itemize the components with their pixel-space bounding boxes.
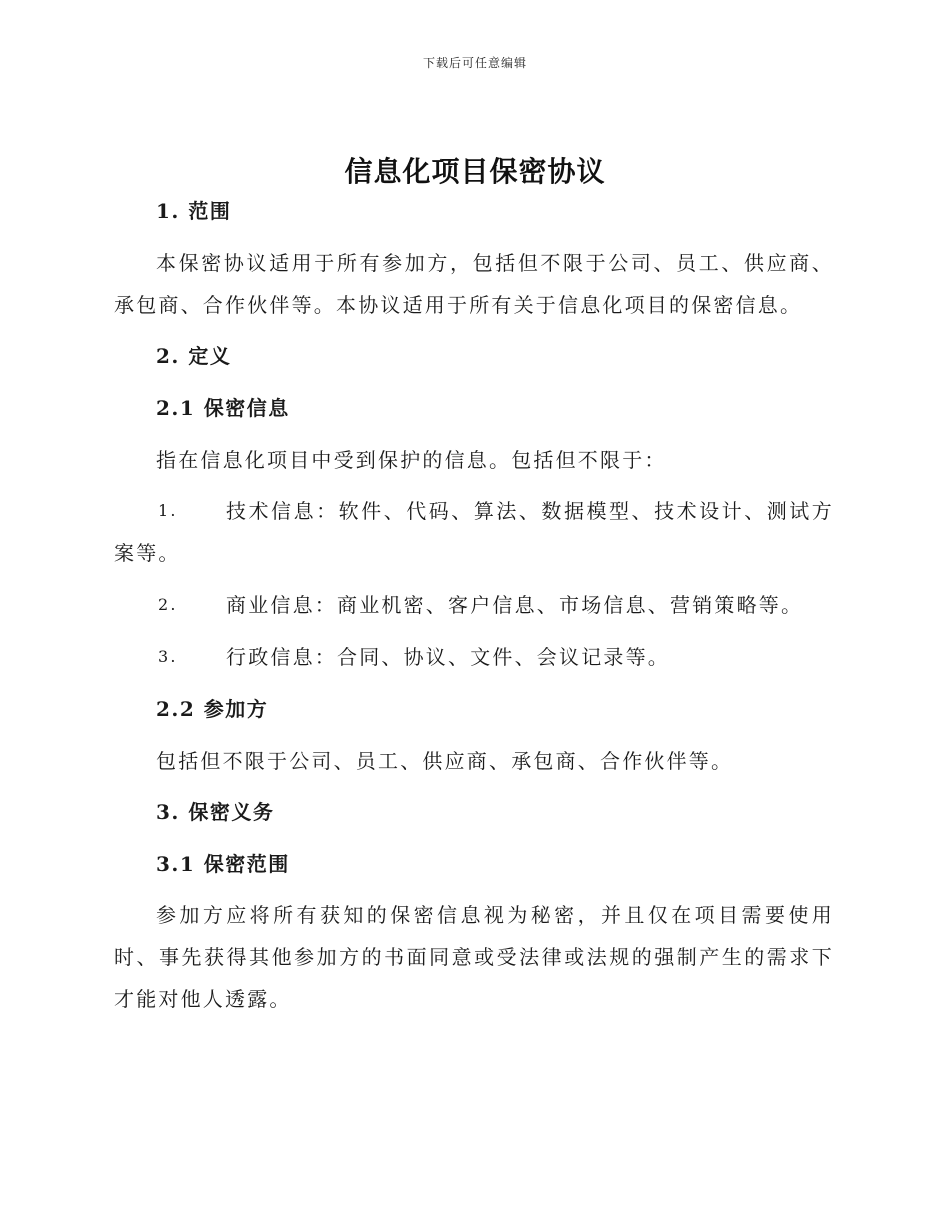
list-item bbox=[114, 584, 834, 626]
document-title: 信息化项目保密协议 bbox=[344, 155, 606, 188]
section-2-2-paragraph: 包括但不限于公司、员工、供应商、承包商、合作伙伴等。 bbox=[156, 749, 734, 773]
list-item-text: 技术信息：软件、代码、算法、数据模型、技术设计、测试方案等。 bbox=[114, 499, 834, 565]
section-2-1-paragraph: 指在信息化项目中受到保护的信息。包括但不限于： bbox=[156, 448, 667, 472]
section-1-paragraph: 本保密协议适用于所有参加方，包括但不限于公司、员工、供应商、承包商、合作伙伴等。本协议适用于所有关于信息化项目的保密信息。 bbox=[114, 251, 834, 317]
section-3-1-paragraph: 参加方应将所有获知的保密信息视为秘密，并且仅在项目需要使用时、事先获得其他参加方的书面同意或受法律或法规的强制产生的需求下才能对他人透露。 bbox=[114, 903, 834, 1011]
list-item-number: 2. bbox=[158, 595, 178, 614]
list-item bbox=[114, 636, 834, 678]
section-3-1-heading: 3.1 保密范围 bbox=[156, 852, 290, 876]
section-3-heading: 3. 保密义务 bbox=[156, 800, 275, 824]
section-1-heading: 1. 范围 bbox=[156, 199, 232, 223]
section-2-heading: 2. 定义 bbox=[156, 344, 232, 368]
section-2-2-heading: 2.2 参加方 bbox=[156, 697, 269, 721]
list-item-number: 3. bbox=[158, 647, 178, 666]
list-item-text: 商业信息：商业机密、客户信息、市场信息、营销策略等。 bbox=[226, 593, 804, 617]
section-2-1-heading: 2.1 保密信息 bbox=[156, 396, 290, 420]
header-note: 下载后可任意编辑 bbox=[422, 56, 527, 70]
list-item bbox=[114, 490, 834, 574]
list-item-number: 1. bbox=[158, 501, 178, 520]
list-item-text: 行政信息：合同、协议、文件、会议记录等。 bbox=[226, 645, 670, 669]
